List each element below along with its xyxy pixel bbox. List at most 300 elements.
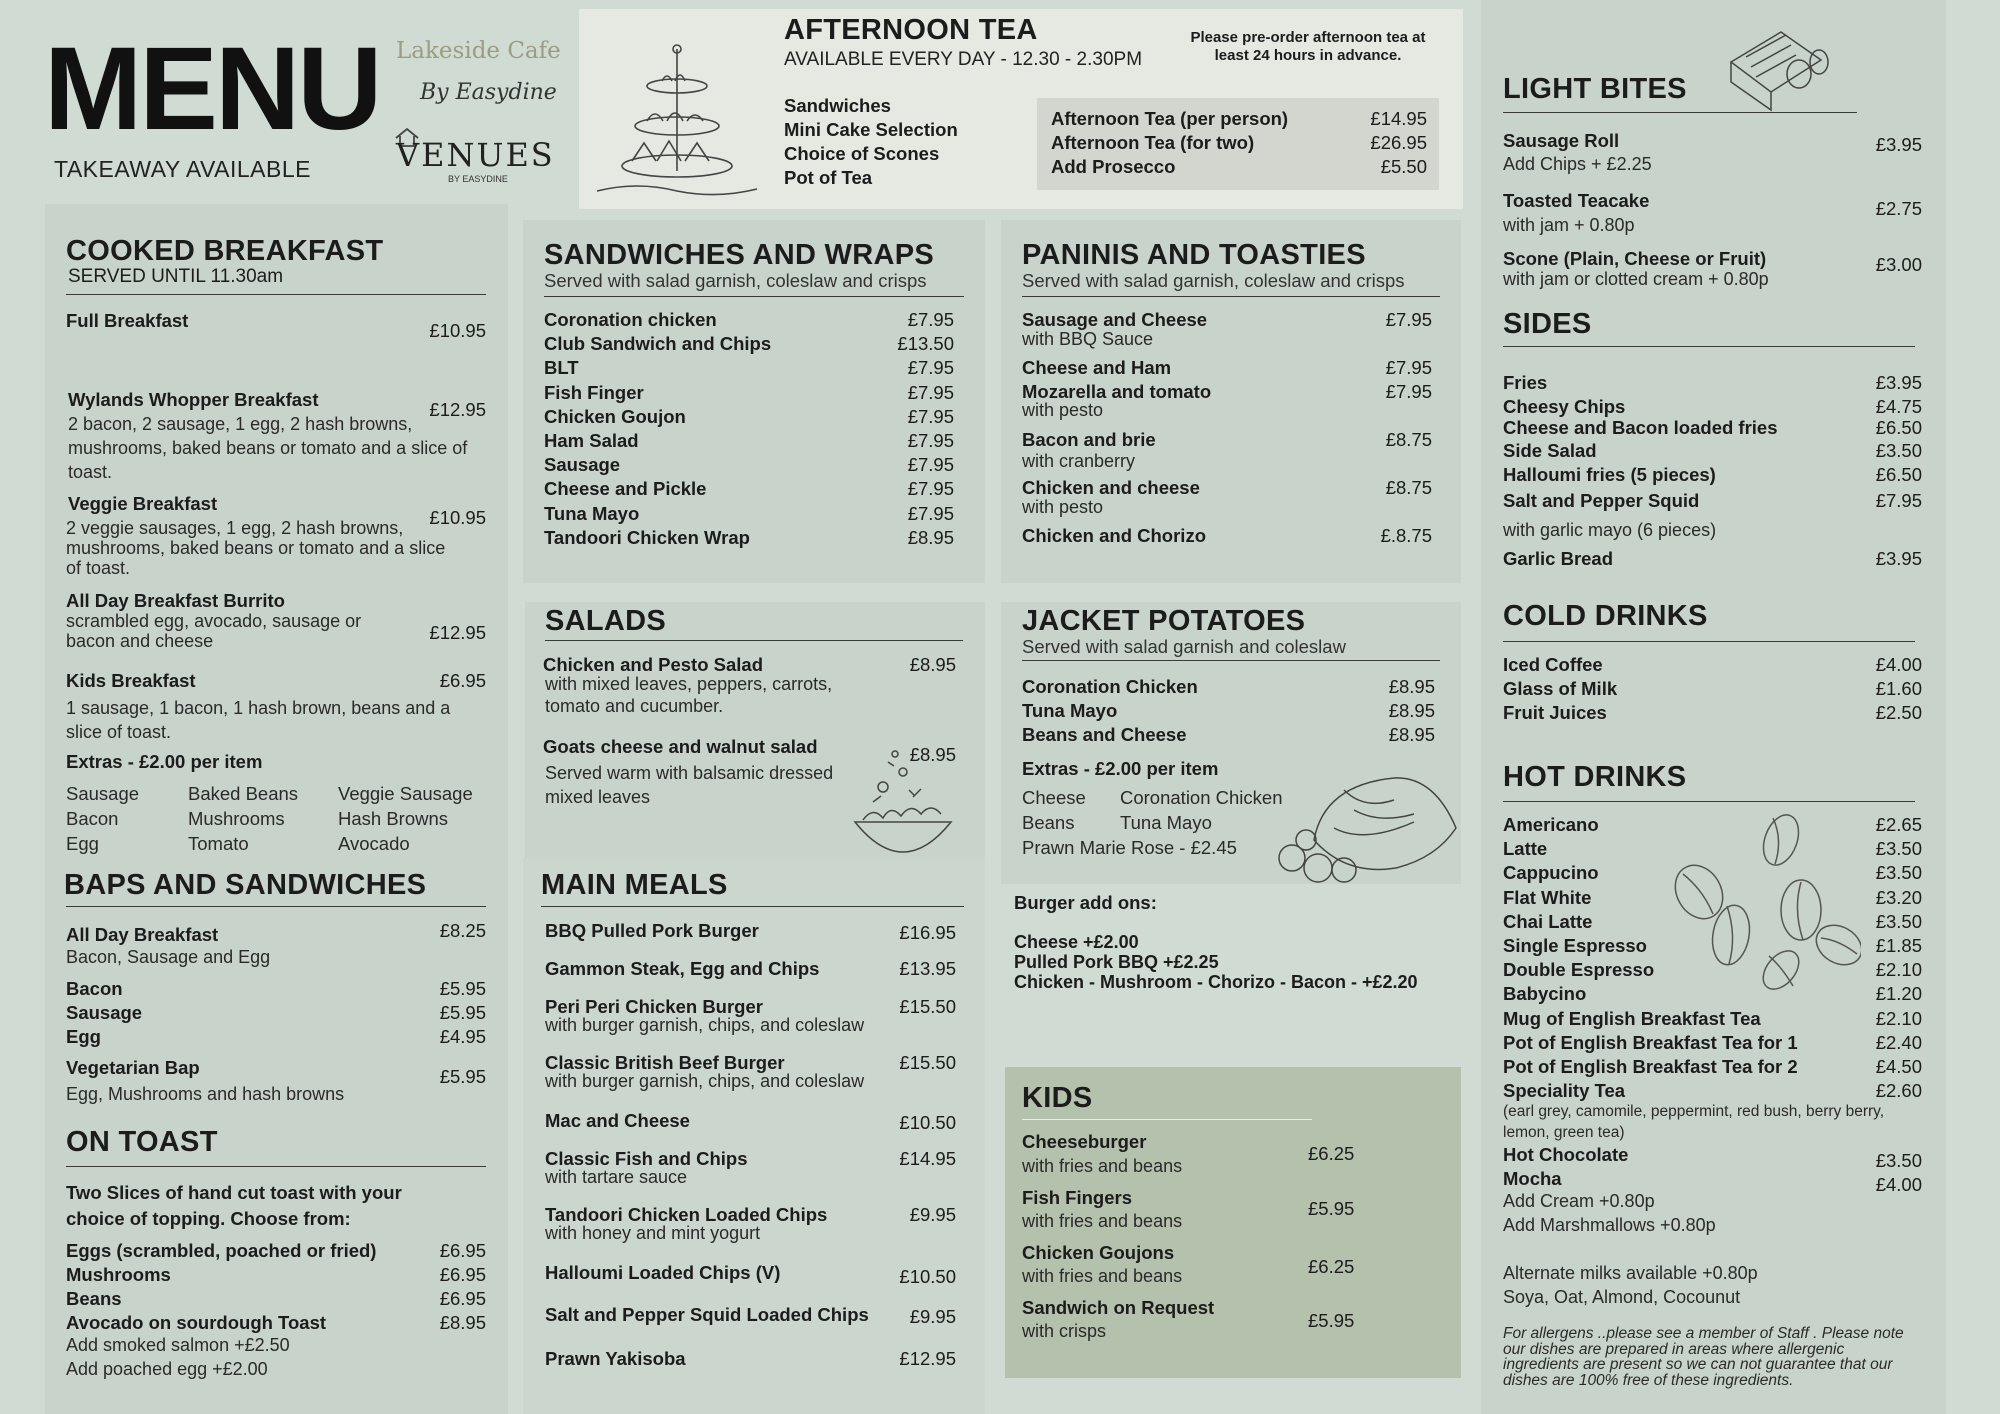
hot-drinks-title: HOT DRINKS: [1503, 761, 1687, 793]
extra-item: Beans: [1022, 812, 1075, 833]
item-price: £26.95: [1370, 132, 1427, 154]
on-toast-title: ON TOAST: [66, 1126, 218, 1158]
cooked-breakfast-subtitle: SERVED UNTIL 11.30am: [68, 266, 284, 287]
item-price: £7.95: [907, 309, 954, 330]
add-cream: Add Cream +0.80p: [1503, 1191, 1655, 1211]
divider: [66, 1166, 486, 1167]
item-price: £4.00: [1875, 654, 1922, 675]
item-name: All Day Breakfast Burrito: [66, 590, 285, 611]
menu-item: [1503, 654, 1922, 678]
sausage-roll-illustration: [1721, 22, 1831, 112]
item-name: Chicken and Pesto Salad: [543, 654, 764, 675]
item-desc: with fries and beans: [1022, 1266, 1183, 1286]
extra-item: Tuna Mayo: [1120, 812, 1212, 833]
item-desc: Bacon, Sausage and Egg: [66, 947, 271, 967]
item-name: Fruit Juices: [1503, 702, 1607, 724]
item-name: Glass of Milk: [1503, 678, 1618, 700]
item-price: £8.95: [439, 1312, 486, 1333]
menu-item: [1503, 862, 1922, 886]
sandwiches-panel: [523, 220, 985, 583]
sandwiches-title: SANDWICHES AND WRAPS: [544, 239, 934, 271]
item-price: £7.95: [907, 454, 954, 476]
menu-item: [544, 503, 954, 527]
item-price: £8.95: [907, 526, 954, 548]
item-price: £7.95: [1385, 309, 1432, 330]
menu-item: [1503, 440, 1922, 464]
divider: [1503, 346, 1915, 347]
item-price: £6.50: [1875, 417, 1922, 439]
item-name: Coronation Chicken: [1022, 676, 1198, 697]
menu-title: MENU: [44, 23, 380, 155]
menu-item: [544, 309, 954, 333]
item-name: Cheeseburger: [1022, 1131, 1147, 1152]
item-name: Salt and Pepper Squid Loaded Chips: [545, 1304, 869, 1325]
item-desc: Add Chips + £2.25: [1503, 154, 1652, 174]
item-price: £3.50: [1875, 910, 1922, 932]
item-price: £3.95: [1875, 372, 1922, 393]
item-name: Goats cheese and walnut salad: [543, 736, 818, 757]
item-price: £7.95: [1875, 490, 1922, 512]
item-price: £6.25: [1308, 1143, 1355, 1164]
tea-price-row: [1051, 156, 1427, 180]
item-price: £7.95: [907, 429, 954, 451]
item-price: £3.95: [1875, 548, 1922, 569]
extra-item: Sausage: [66, 783, 140, 804]
extra-item: Avocado: [338, 833, 410, 854]
item-name: Latte: [1503, 838, 1548, 860]
item-price: £3.20: [1875, 886, 1922, 908]
item-name: Mocha: [1503, 1168, 1562, 1189]
item-price: £7.95: [907, 381, 954, 403]
addon-line: Chicken - Mushroom - Chorizo - Bacon - +£2.20: [1014, 972, 1418, 992]
item-price: £7.95: [907, 478, 954, 500]
item-name: Fish Fingers: [1022, 1187, 1132, 1208]
item-price: £8.95: [909, 654, 956, 675]
jackets-title: JACKET POTATOES: [1022, 605, 1306, 637]
extra-item: Coronation Chicken: [1120, 787, 1283, 808]
item-desc: with jam or clotted cream + 0.80p: [1503, 269, 1769, 289]
item-name: Egg: [66, 1026, 101, 1047]
burger-addons-title: Burger add ons:: [1014, 892, 1157, 913]
item-desc: with burger garnish, chips, and coleslaw: [545, 1071, 865, 1091]
item-price: £13.95: [899, 958, 956, 979]
item-price: £3.50: [1875, 838, 1922, 860]
item-desc: Served warm with balsamic dressed mixed leaves: [545, 763, 834, 807]
menu-item: [544, 454, 954, 478]
item-price: £6.50: [1875, 464, 1922, 486]
item-name: Pot of English Breakfast Tea for 1: [1503, 1031, 1798, 1053]
item-name: Bacon and brie: [1022, 429, 1156, 450]
right-column-panel: [1481, 0, 1946, 1414]
item-desc: scrambled egg, avocado, sausage or bacon and cheese: [66, 611, 362, 652]
item-desc: 1 sausage, 1 bacon, 1 hash brown, beans and a slice of toast.: [66, 698, 451, 742]
salads-panel: [525, 602, 985, 858]
alternate-milks-list: Soya, Oat, Almond, Cocounut: [1503, 1287, 1741, 1307]
divider: [1022, 660, 1440, 661]
item-name: Hot Chocolate: [1503, 1144, 1629, 1165]
cold-drinks-list: [1503, 654, 1922, 727]
divider: [66, 906, 486, 907]
item-price: £8.25: [439, 920, 486, 941]
item-name: Mug of English Breakfast Tea: [1503, 1007, 1761, 1029]
item-price: £4.95: [439, 1026, 486, 1047]
item-name: All Day Breakfast: [66, 924, 219, 945]
item-name: Beans and Cheese: [1022, 724, 1187, 746]
item-name: Afternoon Tea (for two): [1051, 132, 1255, 154]
logo-venues-sub: BY EASYDINE: [448, 174, 508, 184]
item-price: £9.95: [909, 1306, 956, 1327]
item-price: £9.95: [909, 1204, 956, 1225]
item-desc: with mixed leaves, peppers, carrots, tomato and cucumber.: [545, 674, 833, 716]
item-price: £6.95: [439, 670, 486, 691]
item-desc: with honey and mint yogurt: [545, 1223, 761, 1243]
item-desc: with tartare sauce: [545, 1167, 688, 1187]
addon-line: Add smoked salmon +£2.50: [66, 1335, 290, 1355]
item-name: Afternoon Tea (per person): [1051, 108, 1289, 129]
menu-item: [1503, 838, 1922, 862]
item-name: Mozarella and tomato: [1022, 381, 1212, 402]
menu-item: [544, 478, 954, 502]
item-name: Cappucino: [1503, 862, 1599, 884]
divider: [1022, 1119, 1312, 1120]
item-price: £2.40: [1875, 1031, 1922, 1053]
item-price: £6.95: [439, 1240, 486, 1261]
item-name: Tandoori Chicken Loaded Chips: [545, 1204, 828, 1225]
menu-item: [1503, 678, 1922, 702]
item-name: Iced Coffee: [1503, 654, 1603, 675]
sides-list: [1503, 372, 1922, 515]
takeaway-label: TAKEAWAY AVAILABLE: [54, 156, 311, 182]
item-price: £2.75: [1875, 198, 1922, 219]
menu-item: [1503, 396, 1922, 417]
salads-title: SALADS: [545, 605, 667, 637]
item-desc: with fries and beans: [1022, 1156, 1183, 1176]
item-name: Avocado on sourdough Toast: [66, 1312, 327, 1333]
burger-addons: [1014, 892, 1454, 992]
item-price: £2.10: [1875, 959, 1922, 981]
item-name: Halloumi fries (5 pieces): [1503, 464, 1716, 486]
menu-item: [1503, 417, 1922, 440]
jackets-subtitle: Served with salad garnish and coleslaw: [1022, 636, 1346, 657]
item-name: Peri Peri Chicken Burger: [545, 996, 763, 1017]
paninis-title: PANINIS AND TOASTIES: [1022, 239, 1366, 271]
item-name: Salt and Pepper Squid: [1503, 490, 1700, 512]
menu-item: [1503, 935, 1922, 959]
extra-item: Egg: [66, 833, 99, 854]
item-desc: 2 veggie sausages, 1 egg, 2 hash browns, mushrooms, baked beans or tomato and a slice of toast.: [66, 518, 446, 579]
item-price: £5.95: [439, 978, 486, 999]
item-name: Americano: [1503, 814, 1599, 835]
divider: [1503, 641, 1915, 642]
item-price: £10.50: [899, 1112, 956, 1133]
item-price: £12.95: [899, 1348, 956, 1369]
item-desc: with cranberry: [1022, 451, 1136, 471]
menu-item: [1503, 814, 1922, 838]
menu-item: [1503, 959, 1922, 983]
item-price: £10.50: [899, 1266, 956, 1287]
item-name: Side Salad: [1503, 440, 1597, 462]
menu-item: [544, 527, 954, 551]
item-desc: with jam + 0.80p: [1503, 215, 1635, 235]
afternoon-tea-subtitle: AVAILABLE EVERY DAY - 12.30 - 2.30PM: [784, 49, 1143, 70]
menu-item: [1022, 724, 1435, 748]
item-price: £1.20: [1875, 983, 1922, 1005]
item-name: Classic British Beef Burger: [545, 1052, 785, 1073]
add-marshmallows: Add Marshmallows +0.80p: [1503, 1215, 1716, 1235]
item-price: £3.50: [1875, 862, 1922, 884]
item-price: £5.50: [1380, 156, 1427, 178]
item-name: Prawn Yakisoba: [545, 1348, 686, 1369]
item-price: £8.75: [1385, 477, 1432, 498]
addon-line: Add poached egg +£2.00: [66, 1359, 268, 1379]
menu-item: [1503, 911, 1922, 935]
menu-item: [1503, 1032, 1922, 1056]
hot-drinks-list: [1503, 814, 1922, 1104]
menu-item: [1503, 464, 1922, 490]
item-desc: Egg, Mushrooms and hash browns: [66, 1084, 345, 1104]
item-price: £4.00: [1875, 1174, 1922, 1195]
item-price: £8.95: [909, 744, 956, 765]
item-name: Classic Fish and Chips: [545, 1148, 748, 1169]
menu-item: [1503, 372, 1922, 396]
item-name: Club Sandwich and Chips: [544, 333, 772, 355]
item-name: Scone (Plain, Cheese or Fruit): [1503, 248, 1767, 269]
item-desc: with BBQ Sauce: [1022, 329, 1154, 349]
item-name: Beans: [66, 1288, 122, 1309]
item-name: Pot of English Breakfast Tea for 2: [1503, 1055, 1798, 1077]
item-name: Coronation chicken: [544, 309, 717, 330]
item-name: Gammon Steak, Egg and Chips: [545, 958, 820, 979]
menu-item: [544, 333, 954, 357]
item-price: £6.25: [1308, 1256, 1355, 1277]
extra-item: Prawn Marie Rose - £2.45: [1022, 837, 1237, 858]
item-name: Bacon: [66, 978, 123, 999]
item-desc: with garlic mayo (6 pieces): [1503, 520, 1717, 540]
menu-item: [1503, 490, 1922, 514]
extra-item: Veggie Sausage: [338, 783, 473, 804]
menu-item: [1503, 1080, 1922, 1104]
item-name: BBQ Pulled Pork Burger: [545, 920, 759, 941]
divider: [1022, 296, 1440, 297]
item-price: £2.65: [1875, 814, 1922, 835]
item-price: £4.50: [1875, 1055, 1922, 1077]
item-price: £12.95: [429, 399, 486, 420]
tea-price-row: [1051, 132, 1427, 156]
extra-item: Bacon: [66, 808, 119, 829]
item-name: Chai Latte: [1503, 910, 1593, 932]
extra-item: Cheese: [1022, 787, 1086, 808]
item-price: £6.95: [439, 1288, 486, 1309]
potatoes-illustration: [1274, 770, 1464, 890]
left-column-panel: [45, 204, 508, 1414]
item-name: Sandwich on Request: [1022, 1297, 1215, 1318]
item-price: £16.95: [899, 922, 956, 943]
item-name: Mac and Cheese: [545, 1110, 690, 1131]
item-name: Veggie Breakfast: [68, 493, 218, 514]
item-price: £8.95: [1388, 676, 1435, 697]
menu-item: [1022, 676, 1435, 700]
item-name: Eggs (scrambled, poached or fried): [66, 1240, 377, 1261]
item-name: Full Breakfast: [66, 310, 189, 331]
item-name: Wylands Whopper Breakfast: [68, 389, 319, 410]
addon-line: Cheese +£2.00: [1014, 932, 1139, 952]
item-price: £7.95: [907, 502, 954, 524]
item-name: Add Prosecco: [1051, 156, 1176, 178]
item-price: £5.95: [439, 1002, 486, 1023]
item-price: £13.50: [897, 333, 954, 355]
item-price: £3.95: [1875, 134, 1922, 155]
item-price: £8.75: [1385, 429, 1432, 450]
tea-note: (earl grey, camomile, peppermint, red bush, berry berry, lemon, green tea): [1503, 1103, 1885, 1141]
extra-item: Mushrooms: [188, 808, 285, 829]
item-name: Tandoori Chicken Wrap: [544, 526, 750, 548]
menu-item: [544, 406, 954, 430]
kids-panel: [1005, 1067, 1461, 1378]
divider: [541, 906, 964, 907]
item-price: £10.95: [429, 320, 486, 341]
item-desc: with crisps: [1022, 1321, 1107, 1341]
item-price: £12.95: [429, 622, 486, 643]
item-name: Kids Breakfast: [66, 670, 196, 691]
item-name: Double Espresso: [1503, 959, 1655, 981]
item-name: Babycino: [1503, 983, 1587, 1005]
salad-bowl-illustration: [843, 742, 963, 872]
afternoon-tea-notice: Please pre-order afternoon tea at least 24 hours in advance.: [1190, 29, 1426, 64]
item-name: Sausage: [66, 1002, 143, 1023]
menu-item: [544, 382, 954, 406]
item-name: Garlic Bread: [1503, 548, 1614, 569]
item-name: BLT: [544, 357, 579, 379]
on-toast-intro: Two Slices of hand cut toast with your choice of topping. Choose from:: [66, 1182, 402, 1229]
divider: [1503, 801, 1915, 802]
item-desc: with burger garnish, chips, and coleslaw: [545, 1015, 865, 1035]
tea-item: Choice of Scones: [784, 143, 940, 164]
item-price: £8.95: [1388, 700, 1435, 722]
item-price: £2.10: [1875, 1007, 1922, 1029]
item-name: Cheese and Pickle: [544, 478, 707, 500]
divider: [66, 294, 486, 295]
sandwiches-subtitle: Served with salad garnish, coleslaw and crisps: [544, 270, 927, 291]
extra-item: Baked Beans: [188, 783, 299, 804]
kids-title: KIDS: [1022, 1082, 1093, 1114]
item-price: £5.95: [439, 1066, 486, 1087]
afternoon-tea-title: AFTERNOON TEA: [784, 14, 1038, 46]
menu-item: [1503, 983, 1922, 1007]
afternoon-tea-price-box: [1037, 98, 1439, 190]
item-price: £7.95: [907, 405, 954, 427]
addon-line: Pulled Pork BBQ +£2.25: [1014, 952, 1219, 972]
menu-item: [1503, 1008, 1922, 1032]
item-name: Mushrooms: [66, 1264, 171, 1285]
item-price: £3.50: [1875, 440, 1922, 462]
item-name: Toasted Teacake: [1503, 190, 1650, 211]
menu-item: [544, 357, 954, 381]
sandwiches-list: [544, 309, 954, 551]
menu-item: [544, 430, 954, 454]
item-price: £7.95: [1385, 381, 1432, 402]
item-name: Cheese and Ham: [1022, 357, 1172, 378]
item-name: Chicken Goujons: [1022, 1242, 1175, 1263]
menu-item: [1503, 887, 1922, 911]
item-desc: with fries and beans: [1022, 1211, 1183, 1231]
logo-lakeside: Lakeside Cafe: [396, 38, 561, 64]
item-price: £3.00: [1875, 254, 1922, 275]
item-price: £2.50: [1875, 702, 1922, 724]
item-price: £1.85: [1875, 934, 1922, 956]
item-name: Sausage and Cheese: [1022, 309, 1208, 330]
tea-item: Sandwiches: [784, 95, 891, 116]
tea-item: Mini Cake Selection: [784, 119, 958, 140]
item-name: Flat White: [1503, 886, 1592, 908]
item-price: £14.95: [899, 1148, 956, 1169]
item-name: Vegetarian Bap: [66, 1057, 200, 1078]
jackets-list: [1022, 676, 1435, 749]
item-price: £1.60: [1875, 678, 1922, 700]
logo-venues: VENUES: [396, 136, 555, 174]
item-price: £5.95: [1308, 1310, 1355, 1331]
item-name: Chicken Goujon: [544, 405, 686, 427]
logo-block: [392, 38, 566, 188]
item-desc: with pesto: [1022, 497, 1104, 517]
cold-drinks-title: COLD DRINKS: [1503, 600, 1708, 632]
menu-item: [1503, 1056, 1922, 1080]
item-name: Fish Finger: [544, 381, 644, 403]
cooked-breakfast-title: COOKED BREAKFAST: [66, 235, 384, 267]
item-name: Chicken and cheese: [1022, 477, 1200, 498]
menu-item: [1503, 702, 1922, 726]
sides-title: SIDES: [1503, 308, 1592, 340]
main-meals-title: MAIN MEALS: [541, 869, 728, 901]
item-price: £3.50: [1875, 1150, 1922, 1171]
cake-stand-illustration: [587, 41, 767, 201]
allergen-note: For allergens ..please see a member of Staff . Please note our dishes are prepared in areas where allergenic ingredients are present so we can not guarantee that our dishes are 100% free of these ingredients.: [1503, 1325, 1904, 1389]
item-name: Chicken and Chorizo: [1022, 525, 1206, 546]
item-name: Halloumi Loaded Chips (V): [545, 1262, 781, 1283]
main-meals-section: [523, 858, 985, 1414]
item-price: £15.50: [899, 1052, 956, 1073]
light-bites-title: LIGHT BITES: [1503, 73, 1687, 105]
afternoon-tea-panel: [579, 9, 1463, 209]
baps-title: BAPS AND SANDWICHES: [64, 869, 427, 901]
item-desc: with pesto: [1022, 400, 1104, 420]
item-name: Single Espresso: [1503, 934, 1647, 956]
item-price: £.8.75: [1380, 525, 1432, 546]
item-price: £7.95: [907, 357, 954, 379]
item-name: Tuna Mayo: [1022, 700, 1118, 722]
divider: [1503, 112, 1857, 113]
extras-title: Extras - £2.00 per item: [1022, 758, 1219, 779]
extras-title: Extras - £2.00 per item: [66, 751, 263, 772]
item-price: £5.95: [1308, 1198, 1355, 1219]
logo-by-easydine: By Easydine: [420, 80, 557, 105]
item-price: £14.95: [1370, 108, 1427, 129]
paninis-subtitle: Served with salad garnish, coleslaw and crisps: [1022, 270, 1405, 291]
item-price: £2.60: [1875, 1080, 1922, 1102]
item-name: Ham Salad: [544, 429, 639, 451]
divider: [544, 296, 964, 297]
item-name: Tuna Mayo: [544, 502, 640, 524]
tea-price-row: [1051, 108, 1427, 132]
alternate-milks: Alternate milks available +0.80p: [1503, 1263, 1758, 1283]
item-name: Fries: [1503, 372, 1548, 393]
item-price: £6.95: [439, 1264, 486, 1285]
paninis-panel: [1001, 220, 1461, 583]
item-price: £7.95: [1385, 357, 1432, 378]
item-price: £15.50: [899, 996, 956, 1017]
extra-item: Hash Browns: [338, 808, 449, 829]
item-name: Sausage: [544, 454, 621, 476]
item-name: Speciality Tea: [1503, 1080, 1626, 1102]
